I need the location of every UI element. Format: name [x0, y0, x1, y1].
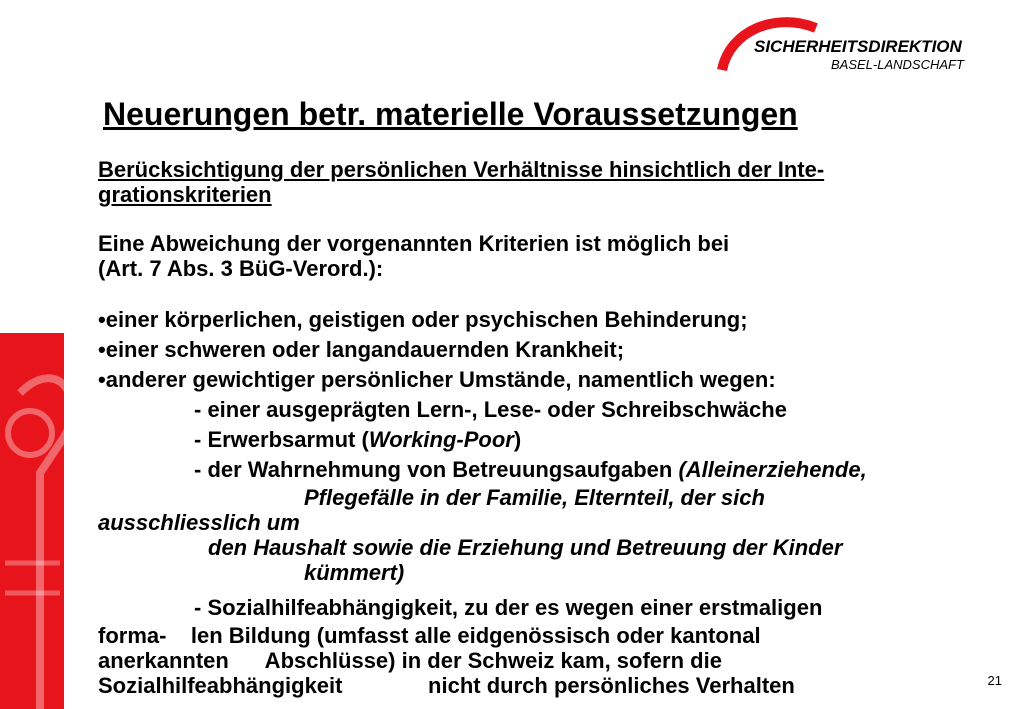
- intro-line2: (Art. 7 Abs. 3 BüG-Verord.):: [98, 256, 384, 281]
- bullet-item: •einer körperlichen, geistigen oder psychischen Behinderung;: [98, 307, 748, 332]
- dash2-text: - Erwerbsarmut (: [194, 427, 369, 452]
- sicherheitsdirektion-logo: [716, 12, 1006, 72]
- dash3-text: - der Wahrnehmung von Betreuungsaufgaben: [194, 457, 679, 482]
- dash3-line4: den Haushalt sowie die Erziehung und Betreuung der Kinder: [208, 535, 843, 560]
- dash2-italic: Working-Poor: [368, 427, 514, 452]
- subheading: [98, 157, 998, 207]
- intro-paragraph: [98, 231, 998, 281]
- slide-content: [98, 157, 998, 698]
- logo-line1: SICHERHEITSDIREKTION: [754, 37, 962, 56]
- subheading-line2: grationskriterien: [98, 182, 272, 207]
- dash3-line5: kümmert): [304, 560, 405, 585]
- dash-item-social-welfare: - Sozialhilfeabhängigkeit, zu der es wegen einer erstmaligen: [194, 595, 823, 620]
- dash2-close: ): [513, 427, 522, 452]
- dash4-line3: anerkannten Abschlüsse) in der Schweiz kam, sofern die: [98, 648, 722, 673]
- bullet-list: [98, 305, 998, 698]
- dash-item-learning: - einer ausgeprägten Lern-, Lese- oder Schreibschwäche: [194, 397, 787, 422]
- intro-line1: Eine Abweichung der vorgenannten Kriterien ist möglich bei: [98, 231, 730, 256]
- dash3-line3: ausschliesslich um: [98, 510, 300, 535]
- page-title: Neuerungen betr. materielle Voraussetzungen: [103, 96, 798, 132]
- page-number: 21: [987, 673, 1002, 688]
- dash-item-working-poor: [98, 425, 998, 455]
- canton-coat-of-arms-bar: [0, 333, 64, 709]
- subheading-line1: Berücksichtigung der persönlichen Verhältnisse hinsichtlich der Inte-: [98, 157, 825, 182]
- crozier-emblem-icon: [0, 333, 64, 709]
- dash4-line4: Sozialhilfeabhängigkeit nicht durch persönliches Verhalten: [98, 673, 795, 698]
- bullet-item: •einer schweren oder langandauernden Krankheit;: [98, 337, 625, 362]
- dash-item-care-duties: [98, 455, 998, 485]
- dash4-line2: forma- len Bildung (umfasst alle eidgenössisch oder kantonal: [98, 623, 761, 648]
- logo-line2: BASEL-LANDSCHAFT: [831, 57, 964, 72]
- dash3-line2: Pflegefälle in der Familie, Elternteil, der sich: [304, 485, 765, 510]
- dash3-italic: (Alleinerziehende,: [678, 457, 867, 482]
- bullet-item: •anderer gewichtiger persönlicher Umstände, namentlich wegen:: [98, 367, 776, 392]
